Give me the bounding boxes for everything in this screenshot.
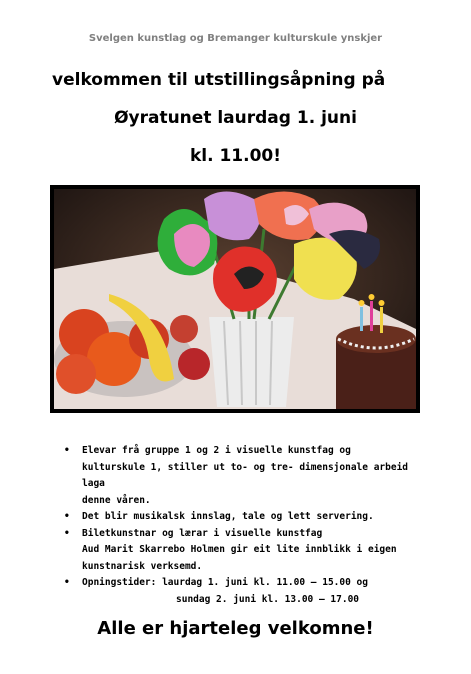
info-line: kulturskule 1, stiller ut to- og tre- dimensjonale arbeid laga bbox=[82, 461, 409, 489]
bullet-icon: • bbox=[64, 511, 70, 522]
info-line: Elevar frå gruppe 1 og 2 i visuelle kunstfag og bbox=[82, 445, 351, 456]
flower-photo bbox=[50, 185, 420, 413]
info-item bbox=[64, 443, 434, 509]
header-subtitle: Svelgen kunstlag og Bremanger kulturskule ynskjer bbox=[88, 33, 383, 44]
title-line-3: kl. 11.00! bbox=[189, 146, 282, 166]
info-line: sundag 2. juni kl. 13.00 – 17.00 bbox=[176, 593, 360, 605]
info-line: kunstnarisk verksemd. bbox=[82, 560, 203, 572]
info-line: Aud Marit Skarrebo Holmen gir eit lite innblikk i eigen bbox=[82, 544, 397, 555]
title-line-1: velkommen til utstillingsåpning på bbox=[52, 70, 386, 90]
bullet-icon: • bbox=[64, 445, 70, 456]
info-line: Opningstider: laurdag 1. juni kl. 11.00 – 15.00 og bbox=[82, 577, 368, 588]
bullet-icon: • bbox=[64, 577, 70, 588]
info-item bbox=[64, 575, 434, 608]
title-line-2: Øyratunet laurdag 1. juni bbox=[114, 108, 357, 128]
closing-message: Alle er hjarteleg velkomne! bbox=[97, 618, 374, 639]
info-line: Det blir musikalsk innslag, tale og lett servering. bbox=[82, 511, 374, 522]
photo-image bbox=[54, 189, 416, 409]
info-item bbox=[64, 526, 434, 576]
info-line: denne våren. bbox=[82, 494, 151, 506]
info-line: Biletkunstnar og lærar i visuelle kunstfag bbox=[82, 527, 323, 539]
info-list bbox=[64, 443, 434, 608]
info-item bbox=[64, 509, 434, 526]
bullet-icon: • bbox=[64, 527, 70, 539]
